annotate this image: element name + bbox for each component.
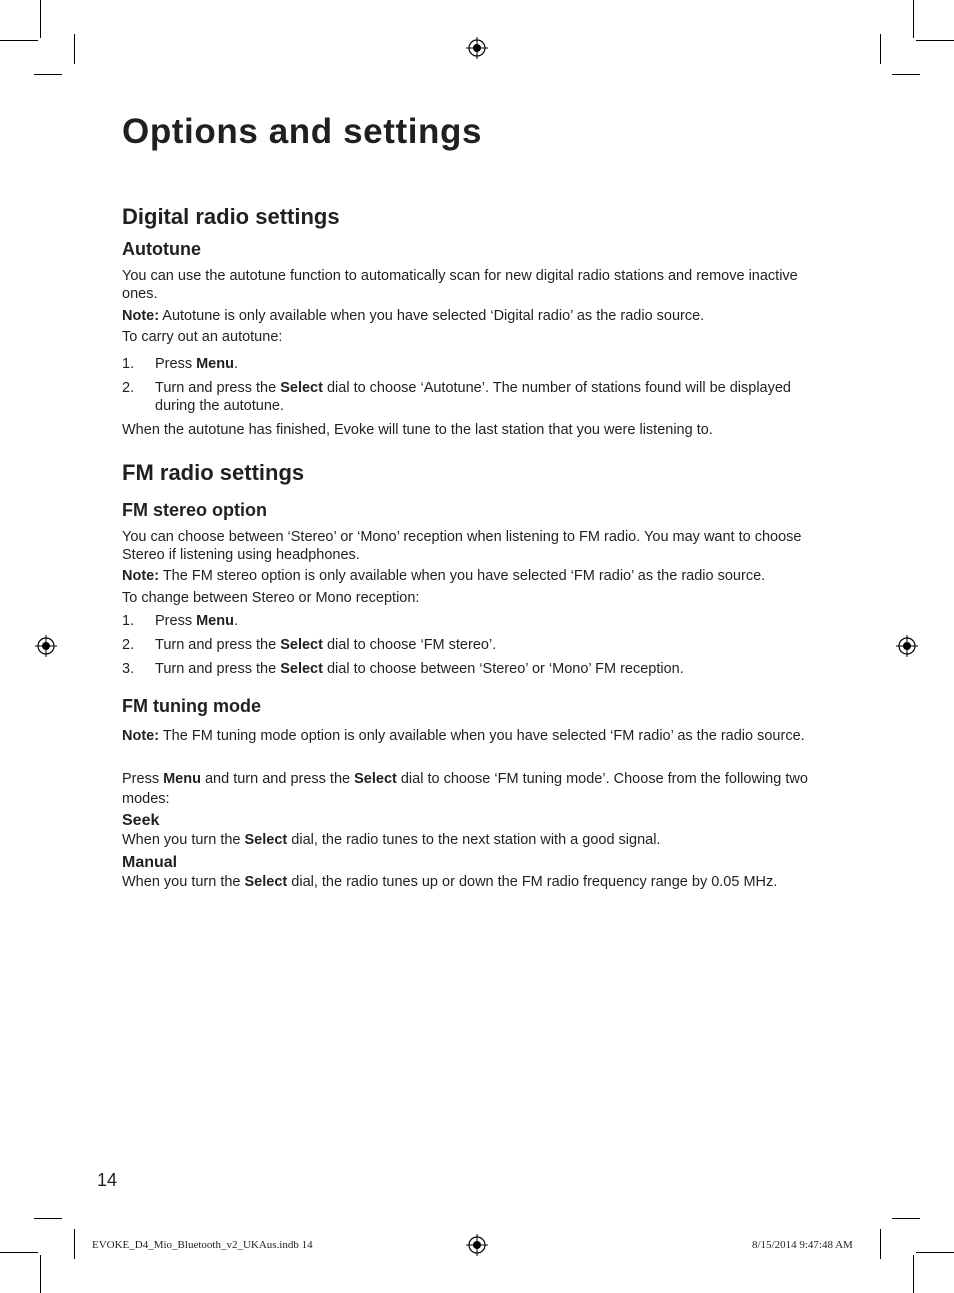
seek-heading: Seek (122, 812, 160, 829)
step-text: Turn and press the Select dial to choose between ‘Stereo’ or ‘Mono’ FM reception. (155, 661, 684, 677)
fm-stereo-heading: FM stereo option (122, 500, 267, 520)
autotune-heading: Autotune (122, 239, 201, 259)
autotune-intro: You can use the autotune function to automatically scan for new digital radio stations and remove inactive ones. (122, 268, 798, 302)
autotune-note (122, 307, 822, 325)
step-text: Press Menu. (155, 356, 238, 372)
registration-mark-icon (466, 1234, 488, 1256)
step-text: Turn and press the Select dial to choose ‘Autotune’. The number of stations found will be displayed during the autotune. (155, 380, 791, 414)
seek-text: When you turn the Select dial, the radio tunes to the next station with a good signal. (122, 832, 661, 848)
page-title: Options and settings (122, 112, 483, 151)
registration-mark-icon (466, 37, 488, 59)
step-number: 1. (122, 356, 135, 372)
note-label: Note: (122, 568, 160, 584)
slug-timestamp: 8/15/2014 9:47:48 AM (752, 1239, 853, 1251)
note-text: The FM stereo option is only available when you have selected ‘FM radio’ as the radio source. (159, 568, 766, 584)
fm-tuning-note (122, 727, 822, 745)
note-text: Autotune is only available when you have selected ‘Digital radio’ as the radio source. (159, 308, 705, 324)
fm-radio-heading: FM radio settings (122, 460, 305, 485)
note-label: Note: (122, 728, 160, 744)
step-number: 2. (122, 637, 135, 653)
fm-tuning-para: Press Menu and turn and press the Select dial to choose ‘FM tuning mode’. Choose from the following two modes: (122, 771, 808, 807)
page-number: 14 (97, 1170, 118, 1190)
step-number: 2. (122, 380, 135, 396)
fm-tuning-heading: FM tuning mode (122, 696, 261, 716)
digital-radio-heading: Digital radio settings (122, 204, 340, 229)
step-number: 3. (122, 661, 135, 677)
step-text: Press Menu. (155, 613, 238, 629)
autotune-outro: When the autotune has finished, Evoke will tune to the last station that you were listening to. (122, 422, 713, 438)
step-text: Turn and press the Select dial to choose ‘FM stereo’. (155, 637, 497, 653)
note-label: Note: (122, 308, 160, 324)
fm-stereo-lead: To change between Stereo or Mono reception: (122, 590, 420, 606)
note-text: The FM tuning mode option is only available when you have selected ‘FM radio’ as the radio source. (159, 728, 805, 744)
registration-mark-icon (35, 635, 57, 657)
step-number: 1. (122, 613, 135, 629)
manual-heading: Manual (122, 854, 178, 871)
registration-mark-icon (896, 635, 918, 657)
slug-filename: EVOKE_D4_Mio_Bluetooth_v2_UKAus.indb 14 (92, 1239, 313, 1251)
manual-text: When you turn the Select dial, the radio tunes up or down the FM radio frequency range by 0.05 MHz. (122, 874, 778, 890)
fm-stereo-note (122, 567, 822, 585)
autotune-lead: To carry out an autotune: (122, 329, 283, 345)
fm-stereo-intro: You can choose between ‘Stereo’ or ‘Mono’ reception when listening to FM radio. You may want to choose Stereo if listening using headphones. (122, 529, 802, 563)
